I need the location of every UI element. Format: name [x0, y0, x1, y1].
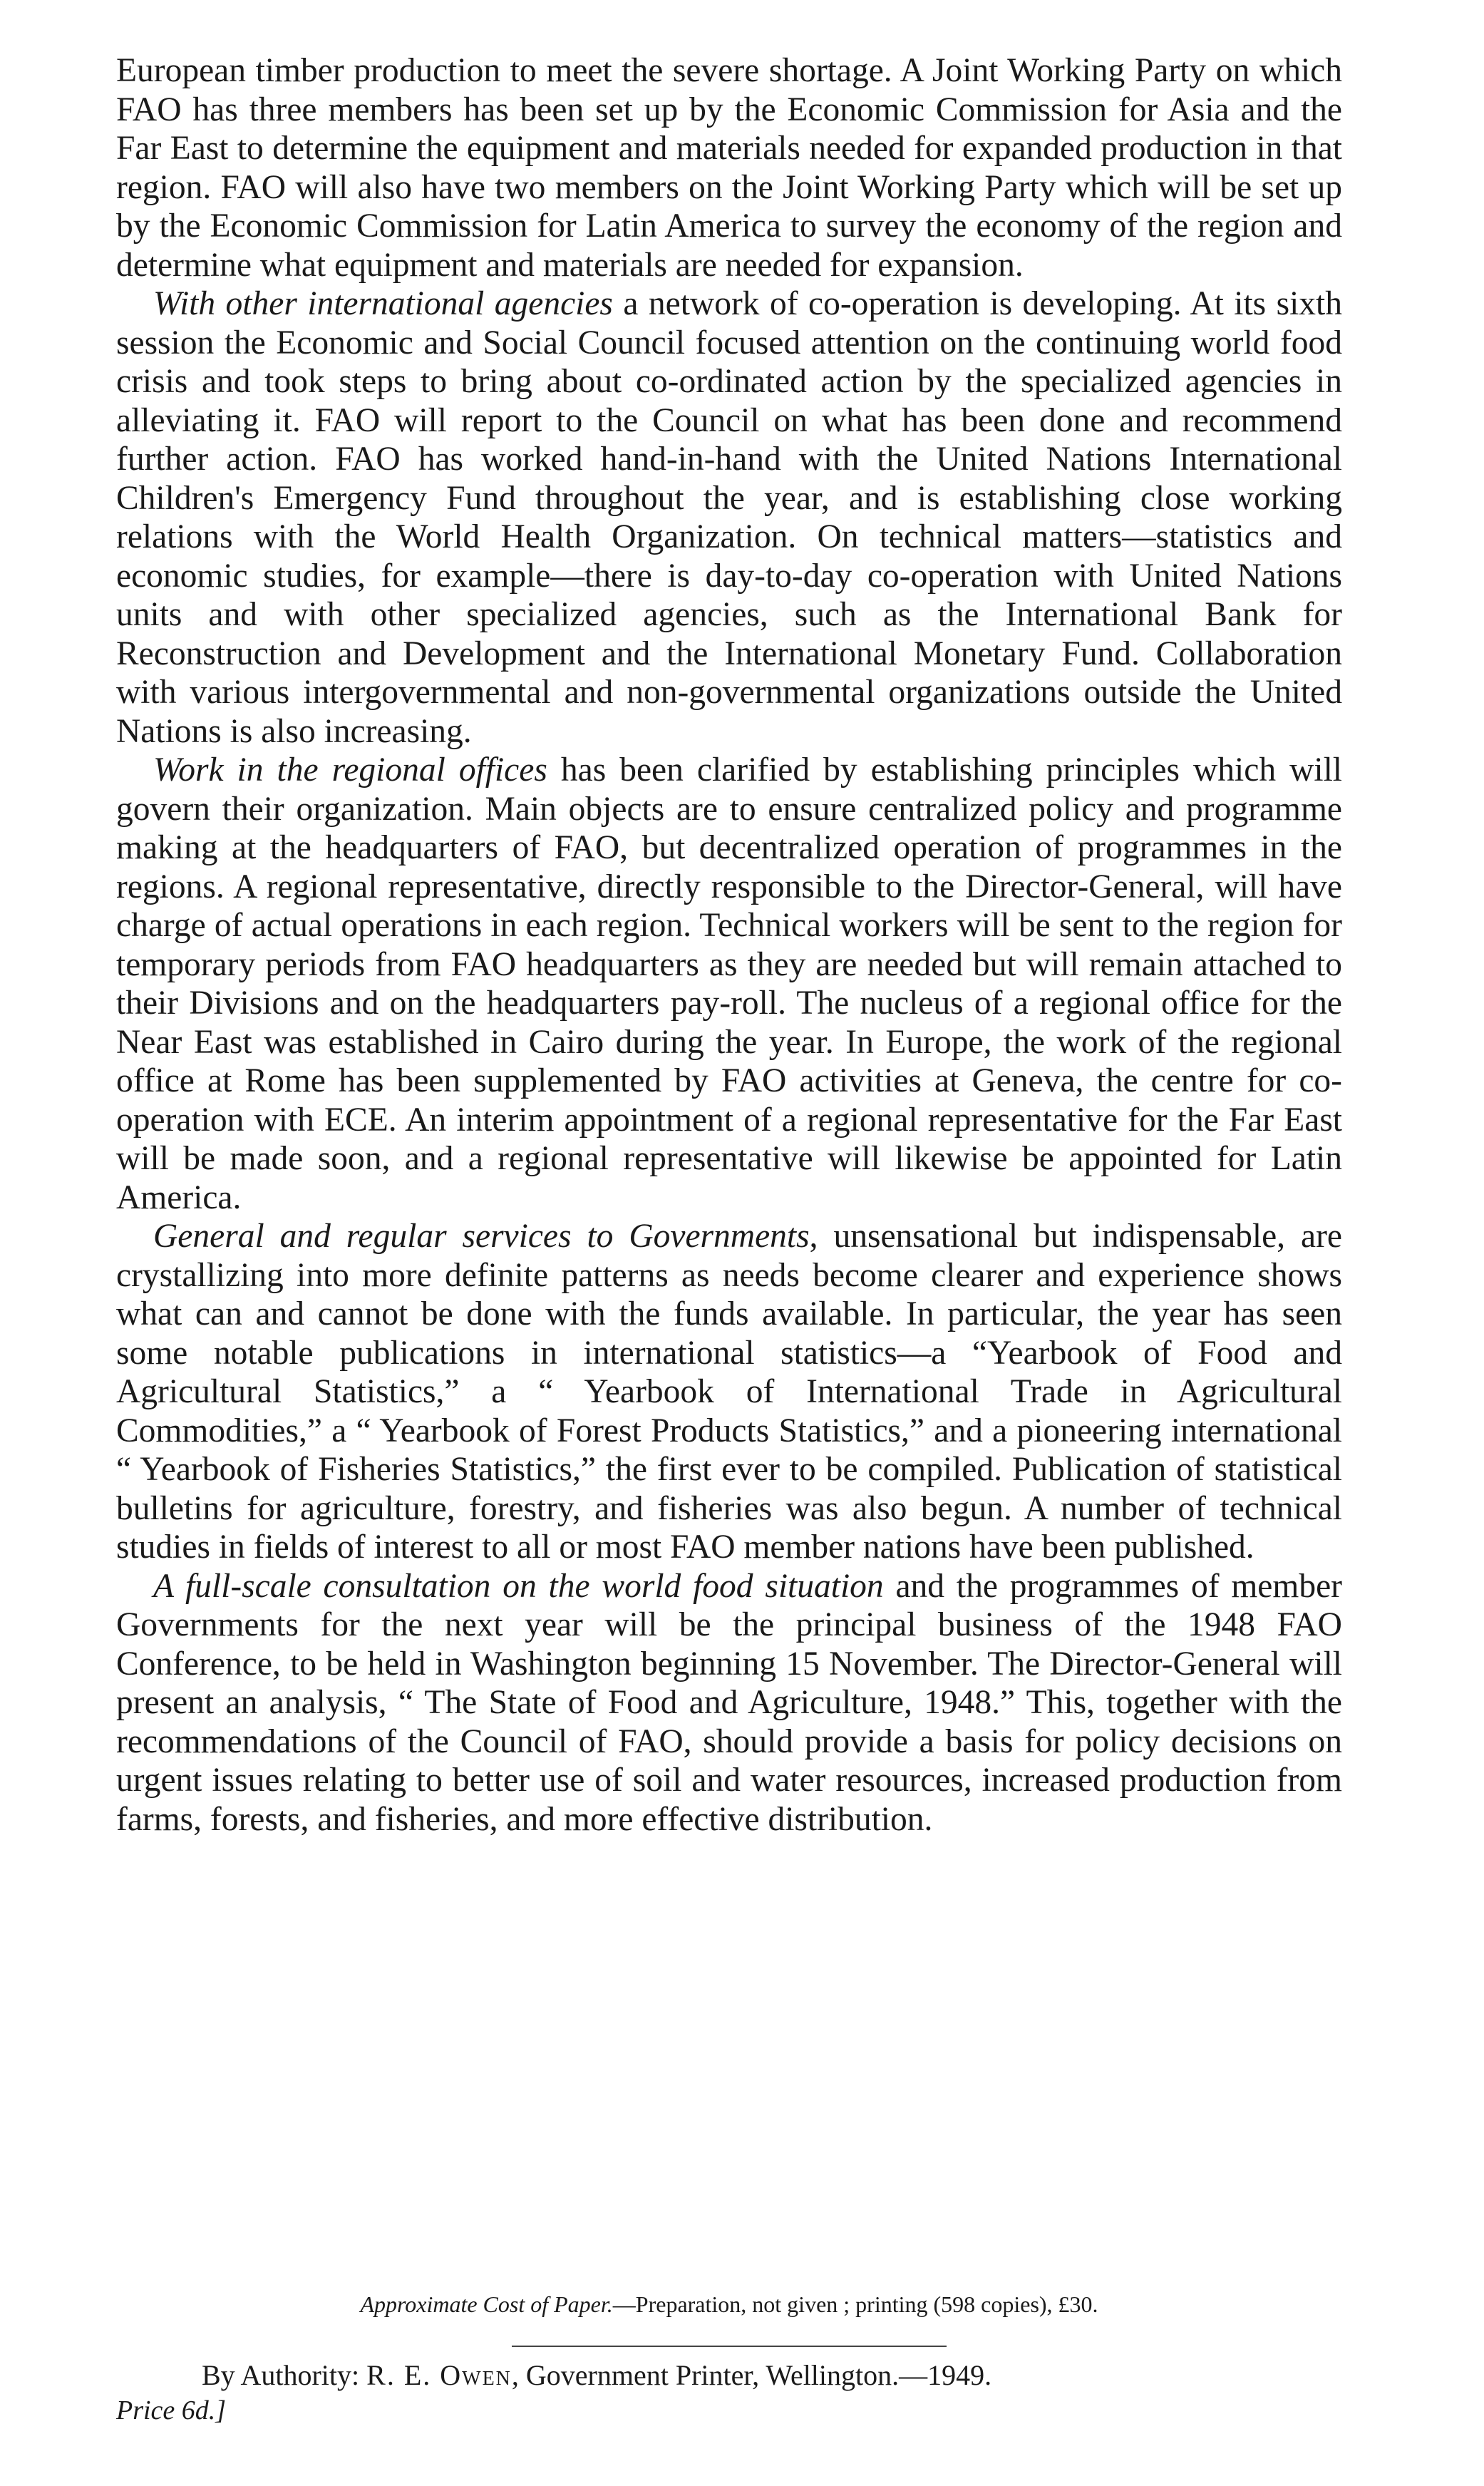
paragraph-timber [116, 51, 1342, 284]
paragraph-text: , unsensational but indispensable, are crystallizing into more definite patterns as needs become clearer and experience shows what can and cannot be done with the funds available. In particular, the year has seen some notable publications in international statistics—a “Yearbook of Food and Agricultural Statistics,” a “ Yearbook of International Trade in Agricultural Commodities,” a “ Yearbook of Forest Products Statistics,” and a pioneering international “ Yearbook of Fisheries Statistics,” the first ever to be compiled. Publication of statistical bulletins for agriculture, forestry, and fisheries was also begun. A number of technical studies in fields of interest to all or most FAO member nations have been published. [116, 1218, 1342, 1566]
imprint-prefix: By Authority: [202, 2359, 367, 2391]
paragraph-services-to-governments [116, 1217, 1342, 1567]
paragraph-lead: With other international agencies [153, 285, 613, 322]
paragraph-lead: General and regular services to Governments [153, 1218, 810, 1255]
paragraph-text: and the programmes of member Governments for the next year will be the principal business of the 1948 FAO Conference, to be held in Washington beginning 15 November. The Director-General will present an analysis, “ The State of Food and Agriculture, 1948.” This, together with the recommendations of the Council of FAO, should provide a basis for policy decisions on urgent issues relating to better use of soil and water resources, increased production from farms, forests, and fisheries, and more effective distribution. [116, 1567, 1342, 1838]
imprint-printer: R. E. Owen [366, 2359, 512, 2391]
paragraph-lead: A full-scale consultation on the world food situation [153, 1567, 884, 1605]
imprint [202, 2358, 991, 2393]
imprint-suffix: , Government Printer, Wellington.—1949. [511, 2359, 992, 2391]
paragraph-text: European timber production to meet the severe shortage. A Joint Working Party on which FAO has three members has been set up by the Economic Commission for Asia and the Far East to determine the equipment and materials needed for expanded production in that region. FAO will also have two members on the Joint Working Party which will be set up by the Economic Commission for Latin America to survey the economy of the region and determine what equipment and materials are needed for expansion. [116, 52, 1342, 284]
divider [512, 2346, 947, 2347]
paragraph-international-agencies [116, 284, 1342, 751]
price: Price 6d.] [116, 2395, 227, 2425]
cost-note-label: Approximate Cost of Paper. [360, 2291, 613, 2317]
document-body [116, 51, 1342, 2425]
paragraph-text: has been clarified by establishing principles which will govern their organization. Main objects are to ensure centralized policy and programme making at the headquarters of FAO, but decentralized operation of programmes in the regions. A regional representative, directly responsible to the Director-General, will have charge of actual operations in each region. Technical workers will be sent to the region for temporary periods from FAO headquarters as they are needed but will remain attached to their Divisions and on the headquarters pay-roll. The nucleus of a regional office for the Near East was established in Cairo during the year. In Europe, the work of the regional office at Rome has been supplemented by FAO activities at Geneva, the centre for co-operation with ECE. An interim appointment of a regional representative for the Far East will be made soon, and a regional representative will likewise be appointed for Latin America. [116, 751, 1342, 1216]
paragraph-lead: Work in the regional offices [153, 751, 547, 789]
paragraph-consultation [116, 1567, 1342, 1839]
paragraph-text: a network of co-operation is developing. At its sixth session the Economic and Social Council focused attention on the continuing world food crisis and took steps to bring about co-ordinated action by the specialized agencies in alleviating it. FAO will report to the Council on what has been done and recommend further action. FAO has worked hand-in-hand with the United Nations International Children's Emergency Fund throughout the year, and is establishing close working relations with the World Health Organization. On technical matters—statistics and economic studies, for example—there is day-to-day co-operation with United Nations units and with other specialized agencies, such as the International Bank for Reconstruction and Development and the International Monetary Fund. Collaboration with various intergovernmental and non-governmental organizations outside the United Nations is also increasing. [116, 285, 1342, 750]
cost-note-text: —Preparation, not given ; printing (598 copies), £30. [612, 2291, 1098, 2317]
paragraph-regional-offices [116, 751, 1342, 1217]
cost-note [116, 2290, 1342, 2318]
